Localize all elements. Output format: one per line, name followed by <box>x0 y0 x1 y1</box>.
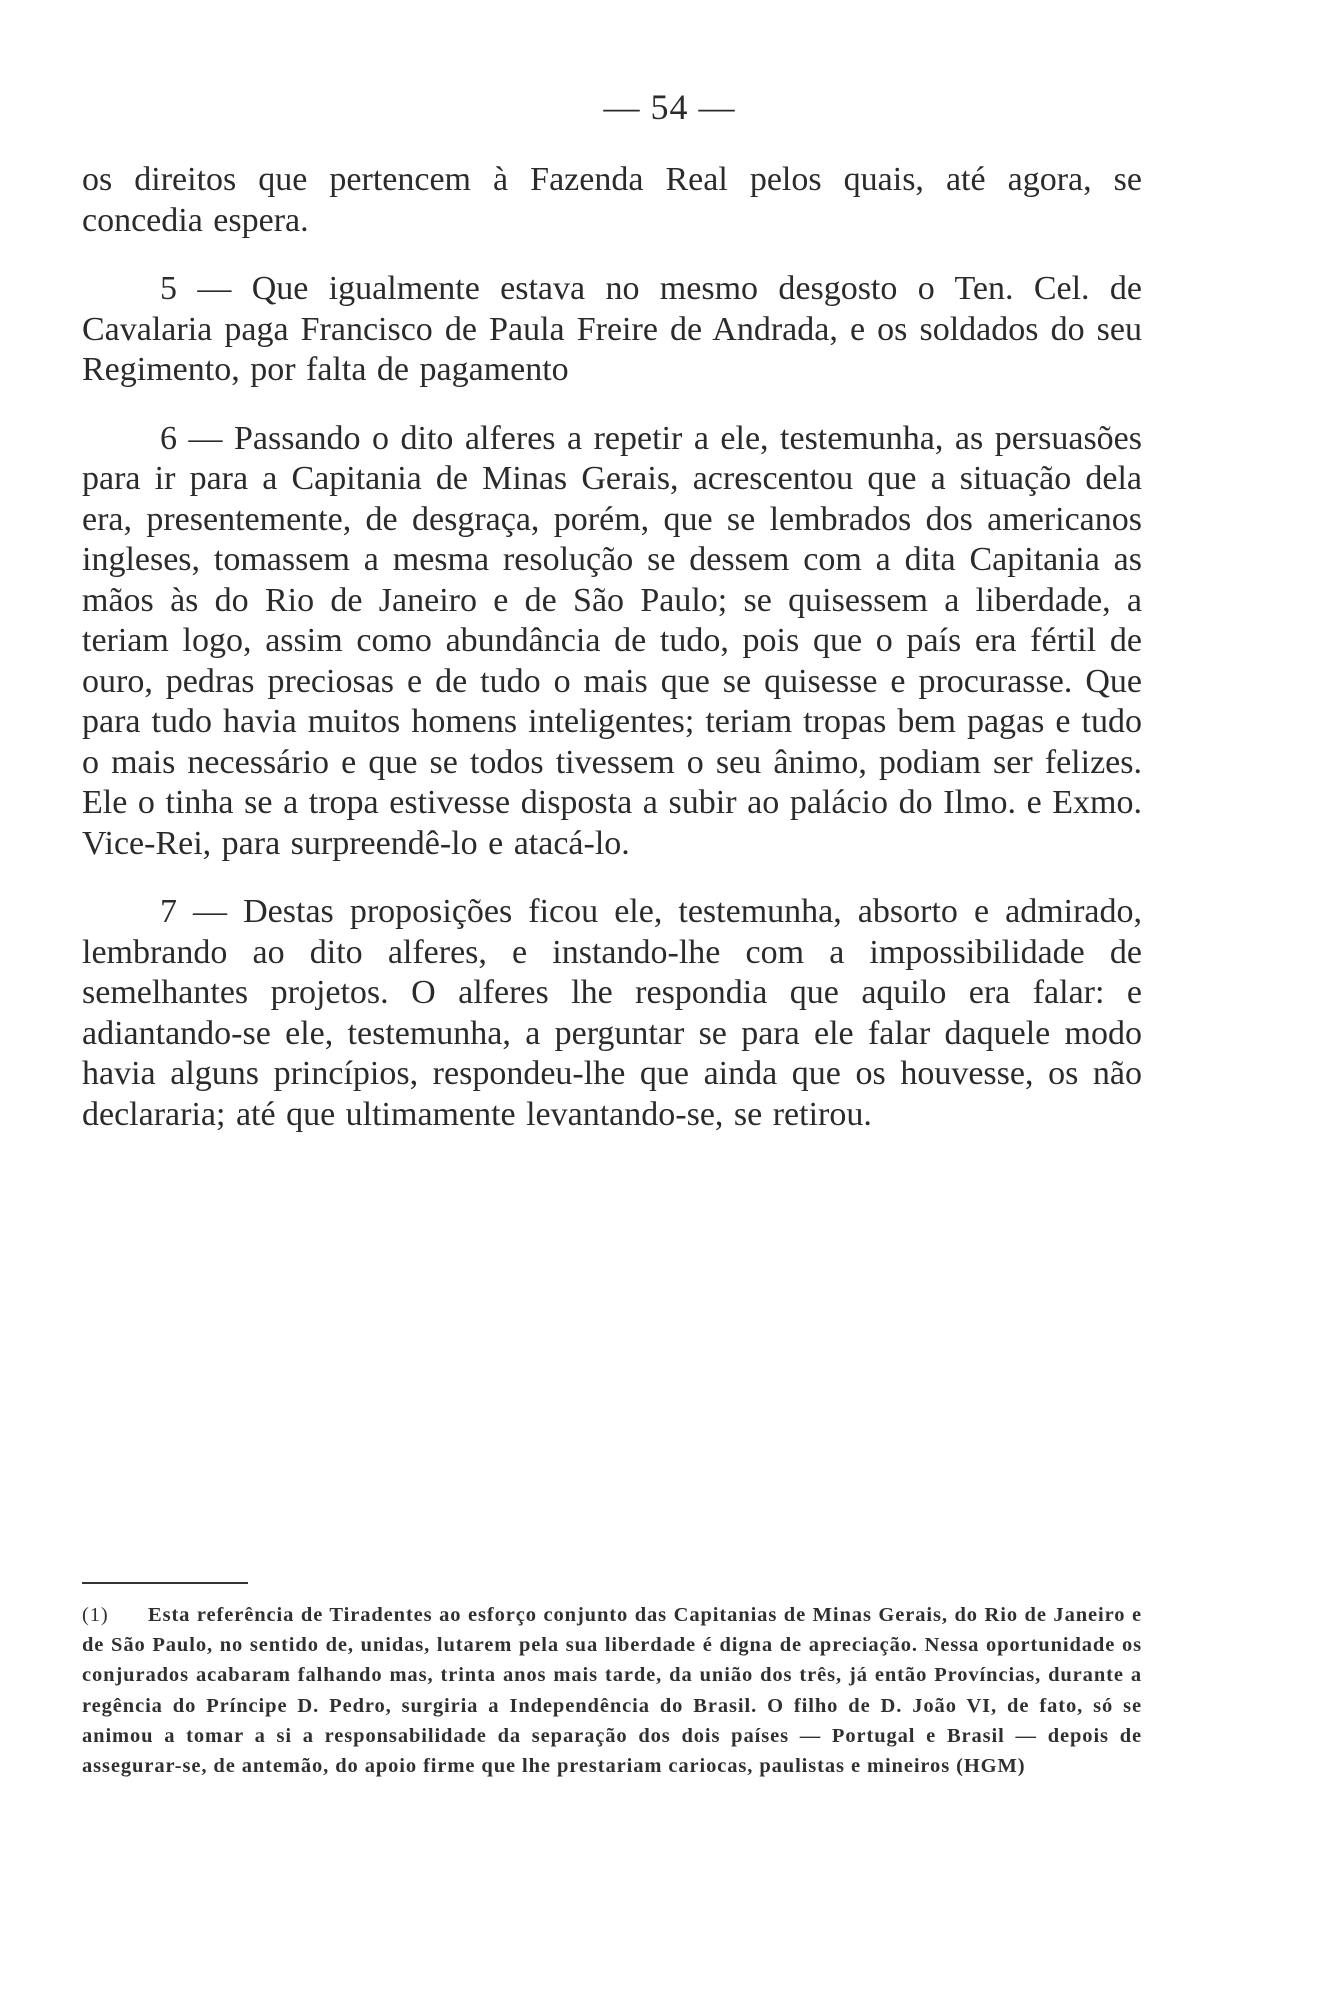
paragraph-item-7: 7 — Destas proposições ficou ele, testemunha, absorto e admirado, lembrando ao dito alferes, e instando-lhe com a impossibilidade de semelhantes projetos. O alferes lhe respondia que aquilo era falar: e adiantando-se ele, testemunha, a perguntar se para ele falar daquele modo havia alguns princípios, respondeu-lhe que ainda que os houvesse, os não declararia; até que ultimamente levantando-se, se retirou. <box>82 893 1142 1133</box>
footnote-divider <box>82 1582 248 1584</box>
footnote-text: Esta referência de Tiradentes ao esforço conjunto das Capitanias de Minas Gerais, do Rio de Janeiro e de São Paulo, no sentido de, unidas, lutarem pela sua liberdade é digna de apreciação. Nessa oportunidade os conjurados acabaram falhando mas, trinta anos mais tarde, da união dos três, já então Províncias, durante a regência do Príncipe D. Pedro, surgiria a Independência do Brasil. O filho de D. João VI, de fato, só se animou a tomar a si a responsabilidade da separação dos dois países — Portugal e Brasil — depois de assegurar-se, de antemão, do apoio firme que lhe prestariam cariocas, paulistas e mineiros (HGM) <box>82 1604 1142 1778</box>
paragraph-item-6: 6 — Passando o dito alferes a repetir a ele, testemunha, as persuasões para ir para a Capitania de Minas Gerais, acrescentou que a situação dela era, presentemente, de desgraça, porém, que se lembrados dos americanos ingleses, tomassem a mesma resolução se dessem com a dita Capitania as mãos às do Rio de Janeiro e de São Paulo; se quisessem a liberdade, a teriam logo, assim como abundância de tudo, pois que o país era fértil de ouro, pedras preciosas e de tudo o mais que se quisesse e procurasse. Que para tudo havia muitos homens inteligentes; teriam tropas bem pagas e tudo o mais necessário e que se todos tivessem o seu ânimo, podiam ser felizes. Ele o tinha se a tropa estivesse disposta a subir ao palácio do Ilmo. e Exmo. Vice-Rei, para surpreendê-lo e atacá-lo. <box>82 419 1142 862</box>
paragraph-continuation: os direitos que pertencem à Fazenda Real pelos quais, até agora, se concedia espera. <box>82 161 1142 239</box>
paragraph-item-5: 5 — Que igualmente estava no mesmo desgosto o Ten. Cel. de Cavalaria paga Francisco de Paula Freire de Andrada, e os soldados do seu Regimento, por falta de pagamento <box>82 270 1142 388</box>
body-text <box>82 160 1142 1163</box>
footnote-marker: (1) <box>82 1604 109 1626</box>
page-number: — 54 — <box>603 87 736 127</box>
footnote <box>82 1600 1142 1781</box>
